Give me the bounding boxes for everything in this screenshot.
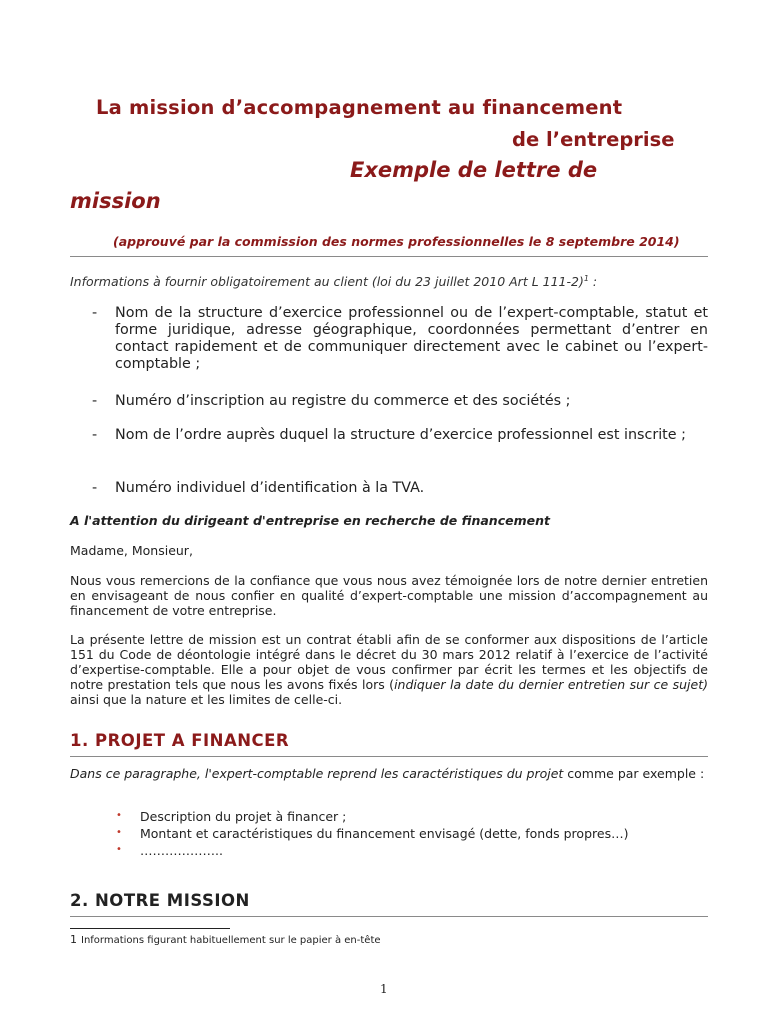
list-item: • Description du projet à financer ; <box>116 809 347 824</box>
subtitle: (approuvé par la commission des normes professionnelles le 8 septembre 2014) <box>113 234 680 249</box>
intro-text: Informations à fournir obligatoirement au client (loi du 23 juillet 2010 Art L 111-2)$^1$ : <box>70 274 598 290</box>
page-number: 1 <box>380 982 388 996</box>
list-item: • Montant et caractéristiques du financement envisagé (dette, fonds propres…) <box>116 826 629 841</box>
divider <box>70 256 708 257</box>
section-1-intro: Dans ce paragraphe, l'expert-comptable reprend les caractéristiques du projet comme par exemple : <box>70 766 705 781</box>
section-1-heading: 1. PROJET A FINANCER <box>70 731 290 750</box>
attention-line: A l'attention du dirigeant d'entreprise en recherche de financement <box>70 513 550 528</box>
requirement-item: - Nom de la structure d’exercice professionnel ou de l’expert-comptable, statut et forme juridique, adresse géographique, coordonnées permettant d’entrer en contact rapidement et de communiquer directement avec le cabinet ou l’expert-comptable ; <box>92 305 708 372</box>
requirement-item: - Numéro d’inscription au registre du commerce et des sociétés ; <box>92 393 571 409</box>
list-item: • ……………….. <box>116 843 223 858</box>
paragraph-2: La présente lettre de mission est un contrat établi afin de se conformer aux dispositions de l’article 151 du Code de déontologie intégré dans le décret du 30 mars 2012 relatif à l’exercice de l’activité d’expertise-comptable. Elle a pour objet de vous confirmer par écrit les termes et les objectifs de notre prestation tels que nous les avons fixés lors (indiquer la date du dernier entretien sur ce sujet) ainsi que la nature et les limites de celle-ci. <box>70 632 708 707</box>
section-2-heading: 2. NOTRE MISSION <box>70 891 250 910</box>
requirement-item: - Numéro individuel d’identification à la TVA. <box>92 480 425 496</box>
section-1-divider <box>70 756 708 757</box>
footnote-rule <box>70 928 230 929</box>
title-line-2: de l’entreprise <box>512 128 675 151</box>
title-line-3: Exemple de lettre de <box>350 158 598 182</box>
requirement-item: - Nom de l’ordre auprès duquel la structure d’exercice professionnel est inscrite ; <box>92 427 686 443</box>
section-2-divider <box>70 916 708 917</box>
paragraph-1: Nous vous remercions de la confiance que vous nous avez témoignée lors de notre dernier entretien en envisageant de nous confier en qualité d’expert-comptable une mission d’accompagnement au financement de votre entreprise. <box>70 573 708 618</box>
title-line-4: mission <box>70 189 161 213</box>
title-line-1: La mission d’accompagnement au financement <box>96 96 623 119</box>
salutation: Madame, Monsieur, <box>70 543 193 558</box>
footnote: 1 Informations figurant habituellement sur le papier à en-tête <box>70 933 381 946</box>
